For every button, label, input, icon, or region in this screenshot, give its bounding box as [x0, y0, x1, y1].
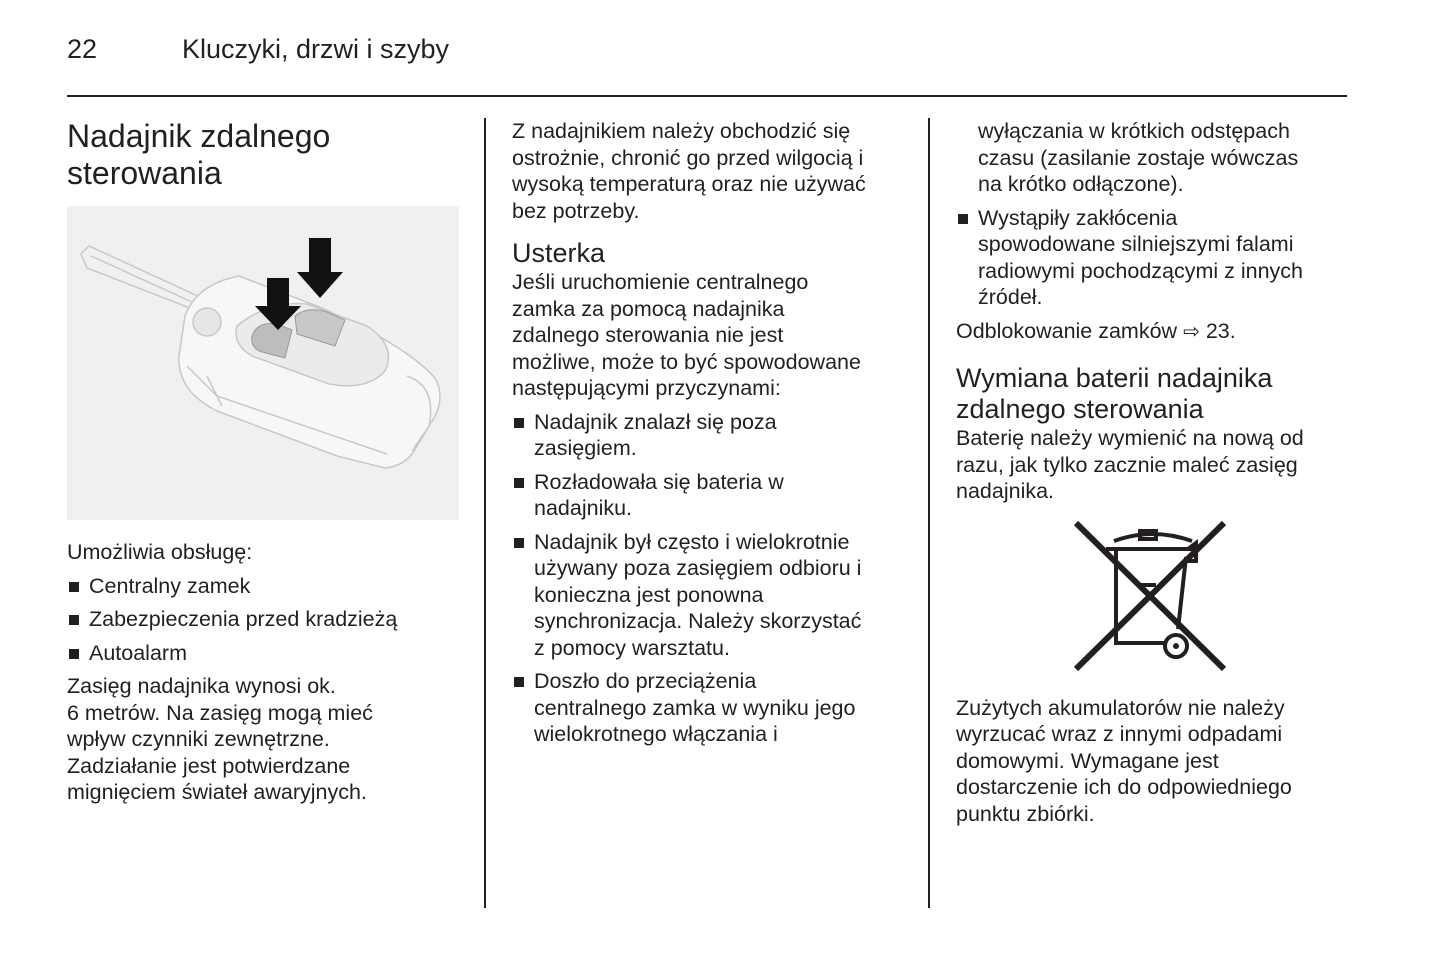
- range-paragraph: Zasięg nadajnika wynosi ok. 6 metrów. Na zasięg mogą mieć wpływ czynniki zewnętrzne. Zadziałanie jest potwierdzane mignięciem świateł awaryjnych.: [67, 674, 373, 804]
- cross-reference-page[interactable]: 23.: [1205, 318, 1236, 343]
- battery-heading: Wymiana baterii nadajnika zdalnego sterowania: [956, 363, 1273, 424]
- bullet-square-icon: [514, 418, 524, 428]
- fault-heading: Usterka: [512, 238, 606, 268]
- bullet-square-icon: [958, 214, 968, 224]
- care-paragraph: Z nadajnikiem należy obchodzić się ostrożnie, chronić go przed wilgocią i wysoką temperaturą oraz nie używać bez potrzeby.: [512, 119, 866, 223]
- column-divider-1: [484, 118, 486, 908]
- bullet-square-icon: [514, 677, 524, 687]
- cross-reference[interactable]: Odblokowanie zamków ⇨ 23.: [956, 318, 1236, 343]
- features-list: [67, 573, 467, 667]
- list-item: Autoalarm: [67, 640, 467, 667]
- bullet-square-icon: [69, 615, 79, 625]
- column-2: [512, 118, 912, 755]
- list-item: Zabezpieczenia przed kradzieżą: [67, 606, 467, 633]
- crossed-out-wheelie-bin-icon: [1074, 521, 1228, 673]
- fault-paragraph: Jeśli uruchomienie centralnego zamka za pomocą nadajnika zdalnego sterowania nie jest możliwe, może to być spowodowane następującymi przyczynami:: [512, 270, 861, 400]
- list-item: Centralny zamek: [67, 573, 467, 600]
- continued-cause: wyłączania w krótkich odstępach czasu (zasilanie zostaje wówczas na krótko odłączone).: [978, 119, 1299, 196]
- causes-list-continued: [956, 205, 1356, 311]
- column-divider-2: [928, 118, 930, 908]
- features-intro: Umożliwia obsługę:: [67, 540, 253, 564]
- disposal-paragraph: Zużytych akumulatorów nie należy wyrzucać wraz z innymi odpadami domowymi. Wymagane jest dostarczenie ich do odpowiedniego punktu zbiórki.: [956, 695, 1292, 826]
- column-1: [67, 118, 467, 806]
- list-item: Wystąpiły zakłócenia spowodowane silniejszymi falami radiowymi pochodzącymi z innych źródeł.: [956, 205, 1356, 311]
- section-heading-remote: Nadajnik zdalnego sterowania: [67, 118, 331, 191]
- key-fob-figure: [67, 206, 459, 520]
- column-3: [956, 118, 1356, 827]
- bullet-square-icon: [69, 649, 79, 659]
- bullet-square-icon: [514, 478, 524, 488]
- bullet-square-icon: [514, 538, 524, 548]
- page-number: 22: [67, 34, 98, 64]
- list-item: Rozładowała się bateria w nadajniku.: [512, 469, 912, 522]
- list-item: Doszło do przeciążenia centralnego zamka w wyniku jego wielokrotnego włączania i: [512, 668, 912, 748]
- battery-paragraph: Baterię należy wymienić na nową od razu, jak tylko zacznie maleć zasięg nadajnika.: [956, 426, 1304, 503]
- list-item: Nadajnik był często i wielokrotnie używany poza zasięgiem odbioru i konieczna jest ponowna synchronizacja. Należy skorzystać z pomocy warsztatu.: [512, 529, 912, 662]
- causes-list: [512, 409, 912, 748]
- cross-reference-arrow-icon: ⇨: [1183, 320, 1200, 343]
- list-item: Nadajnik znalazł się poza zasięgiem.: [512, 409, 912, 462]
- bullet-square-icon: [69, 582, 79, 592]
- key-fob-remote-illustration-icon: [67, 206, 459, 520]
- chapter-title: Kluczyki, drzwi i szyby: [182, 34, 450, 64]
- header-rule: [67, 95, 1347, 97]
